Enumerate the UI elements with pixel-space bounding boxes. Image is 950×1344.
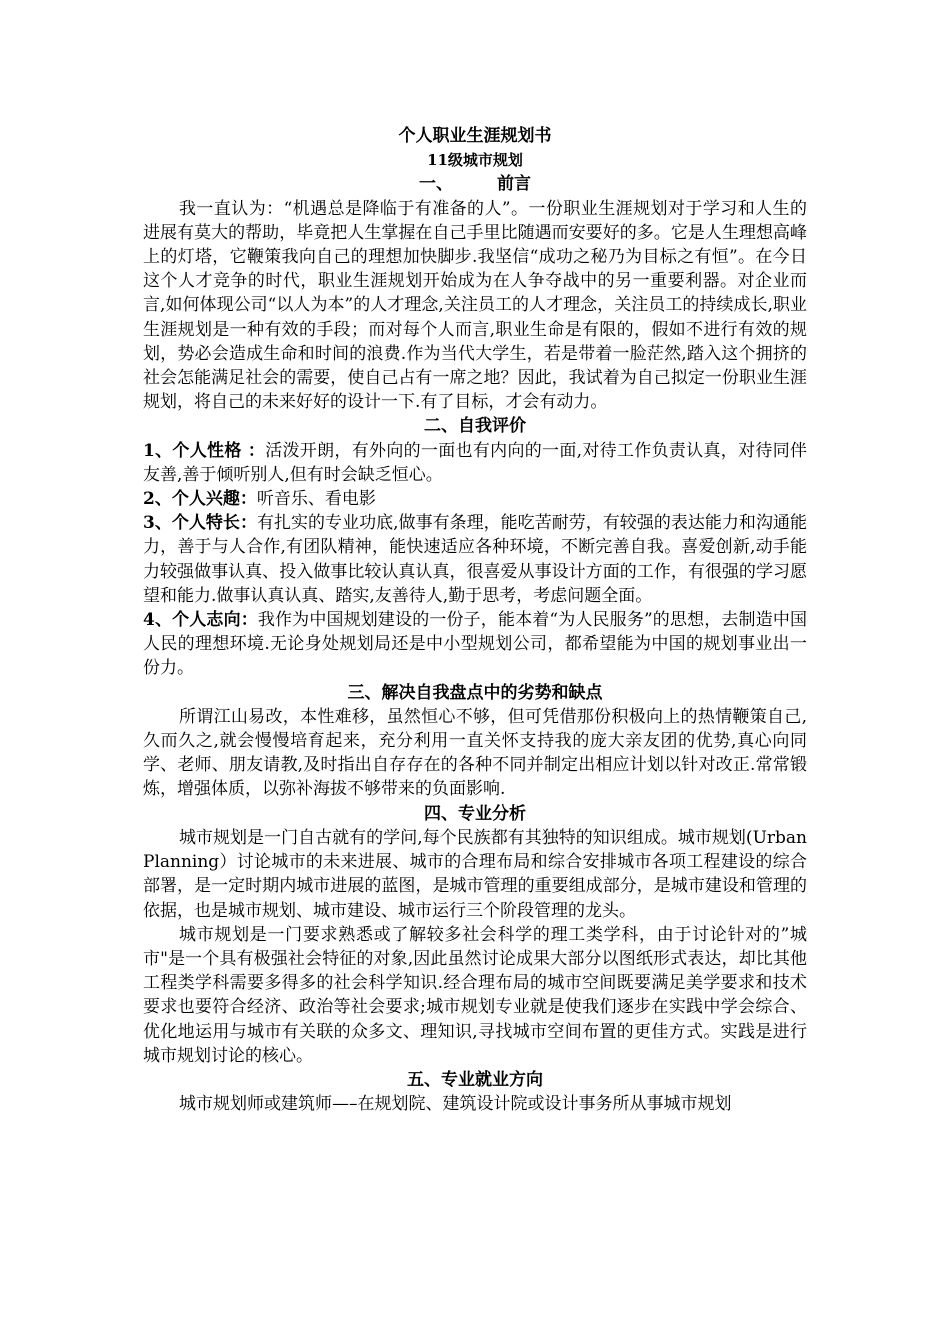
item-label: 4、个人志向： — [143, 610, 258, 631]
item-text: 有扎实的专业功底,做事有条理，能吃苦耐劳，有较强的表达能力和沟通能力，善于与人合作,有团队精神，能快速适应各种环境，不断完善自我。喜爱创新,动手能力较强做事认真、投入做事比较认真认真，很喜爱从事设计方面的工作，有很强的学习愿望和能力.做事认真认真、踏实,友善待人,勤于思考，考虑问题全面。 — [143, 513, 807, 606]
section-heading-self-evaluation: 二、自我评价 — [424, 416, 526, 437]
list-item-interests — [143, 487, 807, 511]
document-page — [143, 124, 807, 1116]
list-item-personality — [143, 439, 807, 487]
item-label: 3、个人特长： — [143, 513, 257, 534]
document-title: 个人职业生涯规划书 — [398, 126, 552, 146]
section-heading-preface — [143, 172, 807, 196]
item-text: 活泼开朗，有外向的一面也有内向的一面,对待工作负责认真，对待同伴友善,善于倾听别人,但有时会缺乏恒心。 — [143, 440, 808, 485]
item-label: 2、个人兴趣： — [143, 489, 257, 510]
paragraph: 城市规划是一门自古就有的学问,每个民族都有其独特的知识组成。城市规划(Urban Planning）讨论城市的未来进展、城市的合理布局和综合安排城市各项工程建设的综合部署，是一定时期内城市进展的蓝图，是城市管理的重要组成部分，是城市建设和管理的依据，也是城市规划、城市建设、城市运行三个阶段管理的龙头。 — [143, 827, 807, 921]
paragraph: 所谓江山易改，本性难移，虽然恒心不够，但可凭借那份积极向上的热情鞭策自己,久而久之,就会慢慢培育起来，充分利用一直关怀支持我的庞大亲友团的优势,真心向同学、老师、朋友请教,及时指出自存存在的各种不同并制定出相应计划以针对改正.常常锻炼，增强体质，以弥补海拔不够带来的负面影响. — [143, 706, 807, 800]
section-heading-career-direction: 五、专业就业方向 — [407, 1069, 543, 1090]
paragraph: 城市规划是一门要求熟悉或了解较多社会科学的理工类学科，由于讨论针对的”城市"是一个具有极强社会特征的对象,因此虽然讨论成果大部分以图纸形式表达，却比其他工程类学科需要多得多的社会科学知识.经合理布局的城市空间既要满足美学要求和技术要求也要符合经济、政治等社会要求;城市规划专业就是使我们逐步在实践中学会综合、优化地运用与城市有关联的众多文、理知识,寻找城市空间布置的更佳方式。实践是进行城市规划讨论的核心。 — [143, 924, 807, 1066]
section-heading-weaknesses: 三、解决自我盘点中的劣势和缺点 — [347, 682, 603, 703]
list-item-aspirations — [143, 608, 807, 681]
paragraph: 我一直认为：“机遇总是降临于有准备的人”。一份职业生涯规划对于学习和人生的进展有莫大的帮助，毕竟把人生掌握在自己手里比随遇而安要好的多。它是人生理想高峰上的灯塔，它鞭策我向自己的理想加快脚步.我坚信“成功之秘乃为目标之有恒”。在今日这个人才竞争的时代，职业生涯规划开始成为在人争夺战中的另一重要利器。对企业而言,如何体现公司“以人为本”的人才理念,关注员工的人才理念，关注员工的持续成长,职业生涯规划是一种有效的手段；而对每个人而言,职业生命是有限的，假如不进行有效的规划，势必会造成生命和时间的浪费.作为当代大学生，若是带着一脸茫然,踏入这个拥挤的社会怎能满足社会的需要，使自己占有一席之地？因此，我试着为自己拟定一份职业生涯规划，将自己的未来好好的设计一下.有了目标，才会有动力。 — [143, 198, 807, 413]
section-heading-major-analysis: 四、专业分析 — [424, 803, 526, 824]
paragraph: 城市规划师或建筑师—–在规划院、建筑设计院或设计事务所从事城市规划 — [179, 1094, 732, 1115]
item-text: 我作为中国规划建设的一份子，能本着“为人民服务”的思想，去制造中国人民的理想环境.无论身处规划局还是中小型规划公司，都希望能为中国的规划事业出一份力。 — [143, 610, 807, 679]
section-number: 一、 — [419, 174, 453, 195]
list-item-strengths — [143, 511, 807, 608]
item-text: 听音乐、看电影 — [256, 489, 376, 510]
document-subtitle: 11级城市规划 — [427, 151, 523, 170]
section-title: 前言 — [497, 174, 531, 195]
item-label: 1、个人性格 ： — [143, 440, 266, 461]
